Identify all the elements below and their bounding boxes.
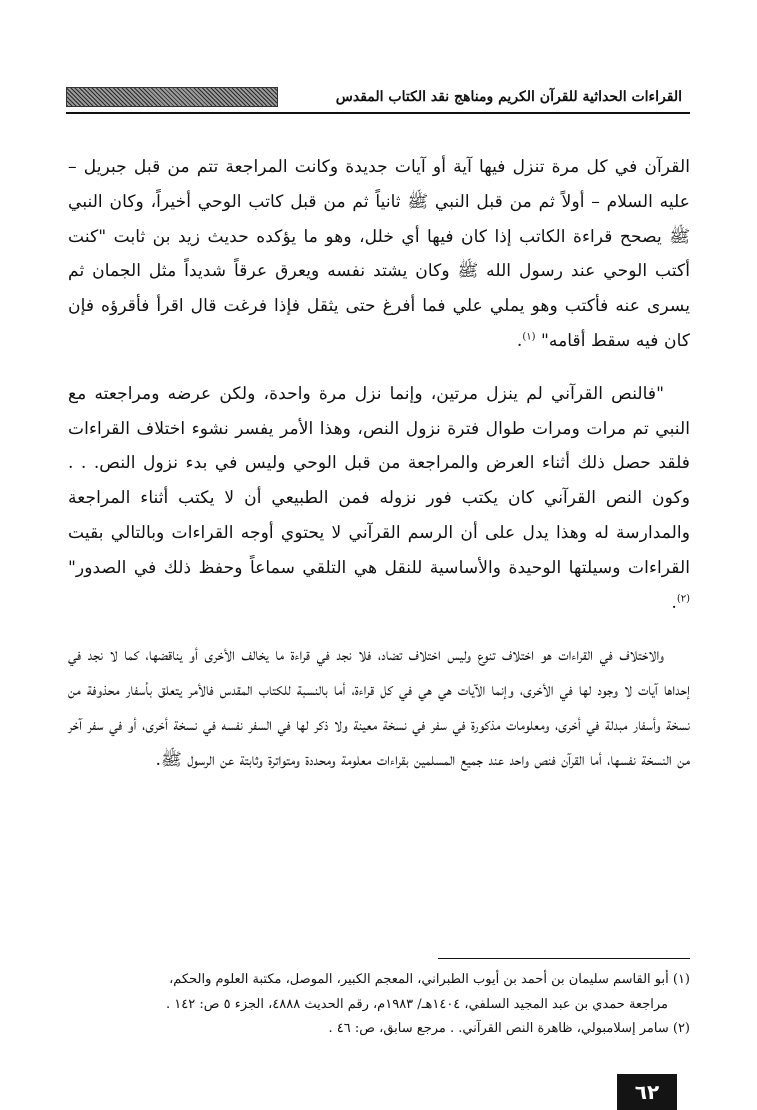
footnote-separator bbox=[438, 958, 690, 959]
paragraph-1-text: القرآن في كل مرة تنزل فيها آية أو آيات جديدة وكانت المراجعة تتم من قبل جبريل – عليه السلام – أولاً ثم من قبل النبي ﷺ ثانياً ثم من قبل كاتب الوحي أخيراً، وكان النبي ﷺ يصحح قراءة الكاتب إذا كان فيها أي خلل، وهو ما يؤكده حديث زيد بن ثابت "كنت أكتب الوحي عند رسول الله ﷺ وكان يشتد نفسه ويعرق عرقاً شديداً مثل الجمان ثم يسرى عنه فأكتب وهو يملي علي فما أفرغ حتى يثقل فإذا فرغت قال اقرأ فأقرؤه فإن كان فيه سقط أقامه" bbox=[68, 157, 690, 351]
header-decorative-bar bbox=[66, 87, 278, 107]
header-rule bbox=[66, 112, 690, 114]
paragraph-2 bbox=[68, 377, 690, 621]
paragraph-2-text: "فالنص القرآني لم ينزل مرتين، وإنما نزل مرة واحدة، ولكن عرضه ومراجعته مع النبي تم مرات ومرات طوال فترة نزول النص، وهذا الأمر يفسر نشوء اختلاف القراءات فلقد حصل ذلك أثناء العرض والمراجعة من قبل الوحي وليس في بدء نزول النص. . . وكون النص القرآني كان يكتب فور نزوله فمن الطبيعي أن لا يكتب أثناء المراجعة والمدارسة له وهذا يدل على أن الرسم القرآني لا يحتوي أوجه القراءات وبالتالي بقيت القراءات وسيلتها الوحيدة والأساسية للنقل هي التلقي سماعاً وحفظ ذلك في الصدور" bbox=[68, 383, 690, 578]
footnotes bbox=[68, 968, 690, 1042]
paragraph-3 bbox=[68, 638, 690, 777]
footnote-ref-2: (٢) bbox=[676, 592, 690, 604]
running-header-title: القراءات الحداثية للقرآن الكريم ومناهج نقد الكتاب المقدس bbox=[335, 89, 682, 105]
footnote-ref-1: (١) bbox=[522, 331, 536, 343]
paragraph-2-end: . bbox=[671, 592, 677, 613]
paragraph-3-text: والاختلاف في القراءات هو اختلاف تنوع وليس اختلاف تضاد، فلا نجد في قراءة ما يخالف الأخرى أو يناقضها، كما لا نجد في إحداها آيات لا وجود لها في الأخرى، وإنما الآيات هي هي في كل قراءة، أما بالنسبة للكتاب المقدس فالأمر يتعلق بأسفار محذوفة من نسخة وأسفار مبدلة في أخرى، ومعلومات مذكورة في سفر في نسخة معينة ولا ذكر لها في السفر نفسه في نسخة أخرى، أو في سفر آخر من النسخة نفسها، أما القرآن فنص واحد عند جميع المسلمين بقراءات معلومة ومحددة ومتواترة وثابتة عن الرسول ﷺ. bbox=[68, 645, 690, 770]
footnote-1-continued: مراجعة حمدي بن عبد المجيد السلفي، ١٤٠٤هـ/ ١٩٨٣م، رقم الحديث ٤٨٨٨، الجزء ٥ ص: ١٤٢ . bbox=[166, 996, 668, 1012]
page-number: ٦٢ bbox=[617, 1074, 677, 1110]
footnote-2: (٢) سامر إسلامبولي، ظاهرة النص القرآني. . مرجع سابق، ص: ٤٦ . bbox=[328, 1021, 690, 1036]
paragraph-1-end: . bbox=[516, 330, 523, 351]
running-header bbox=[66, 84, 690, 110]
footnote-1: (١) أبو القاسم سليمان بن أحمد بن أيوب الطبراني، المعجم الكبير، الموصل، مكتبة العلوم والحكم، bbox=[169, 972, 690, 987]
paragraph-1 bbox=[68, 150, 690, 359]
body-text bbox=[68, 150, 690, 796]
